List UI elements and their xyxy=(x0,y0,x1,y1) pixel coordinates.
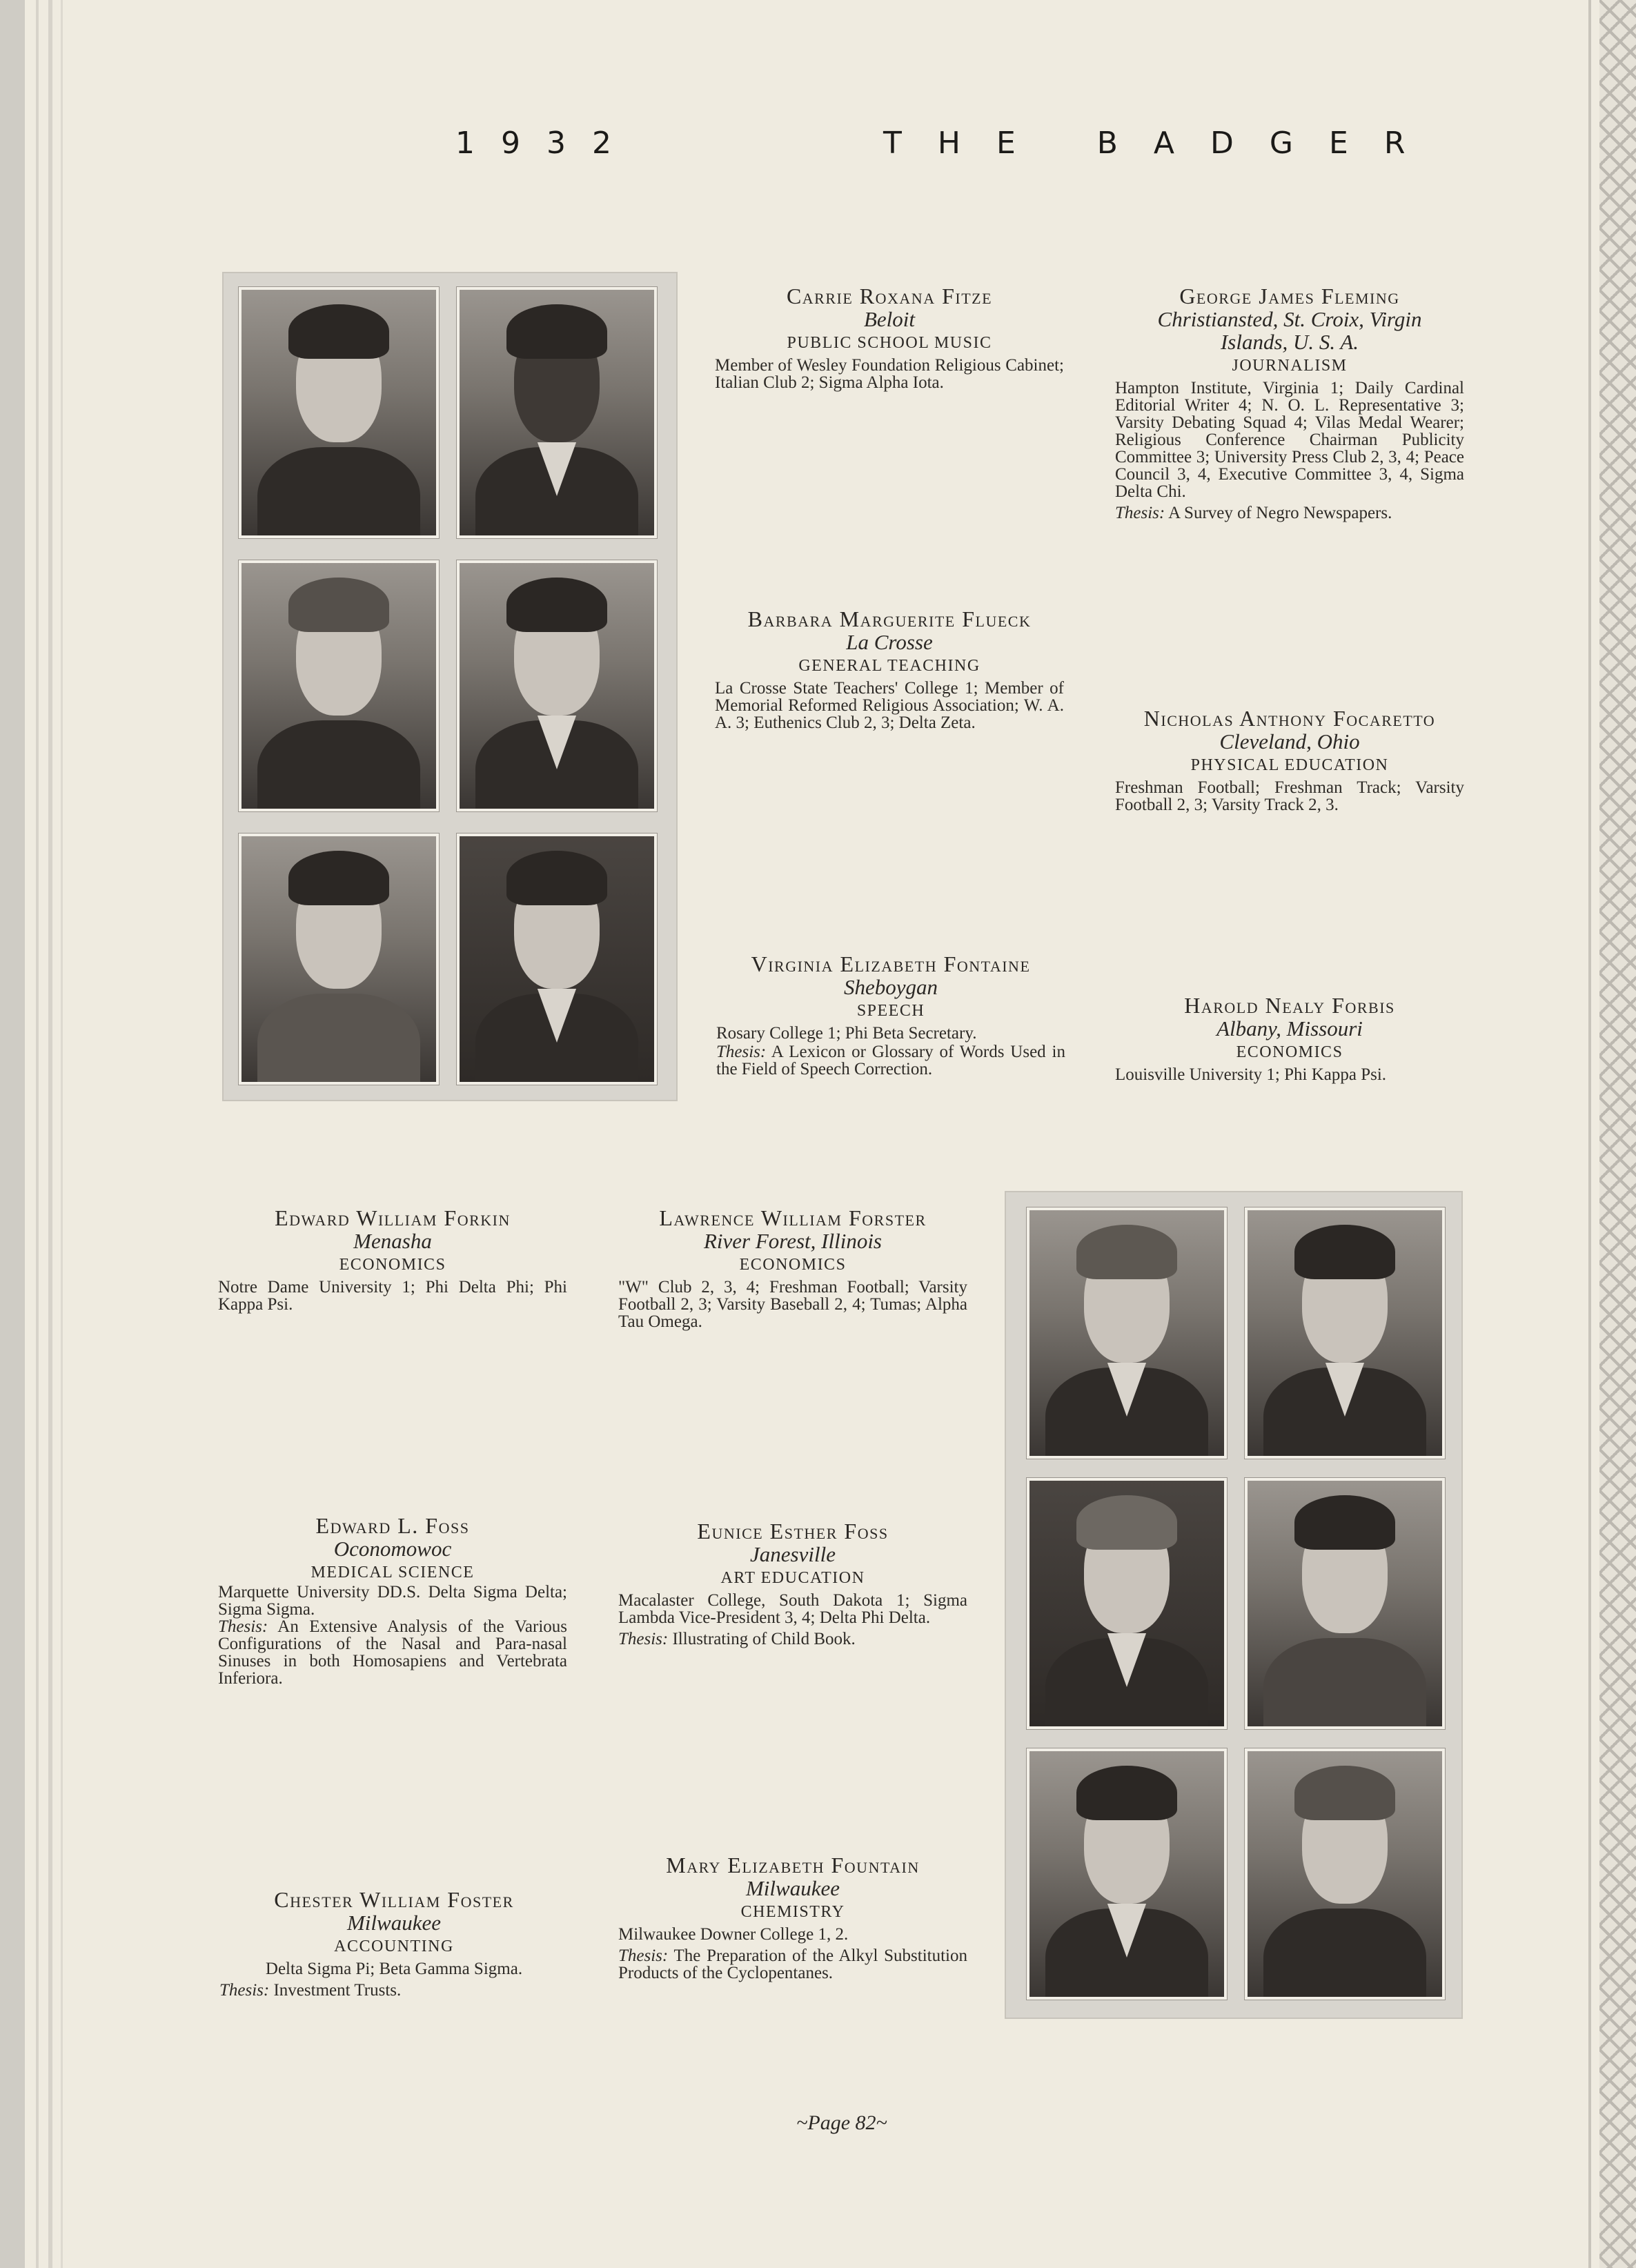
student-name: Chester William Foster xyxy=(274,1887,514,1912)
portrait-photo xyxy=(457,834,657,1085)
thesis-title: A Survey of Negro Newspapers. xyxy=(1168,504,1392,522)
student-major: PUBLIC SCHOOL MUSIC xyxy=(787,334,992,352)
student-entry xyxy=(1115,994,1464,1083)
student-major: ACCOUNTING xyxy=(334,1937,454,1955)
student-entry xyxy=(218,1206,567,1313)
student-thesis xyxy=(1115,504,1464,522)
student-hometown: Beloit xyxy=(863,307,916,331)
student-activities: Macalaster College, South Dakota 1; Sigma Lambda Vice-President 3, 4; Delta Phi Delta. xyxy=(618,1591,967,1627)
portrait-photo xyxy=(457,560,657,811)
portrait-photo xyxy=(1245,1478,1445,1729)
border-rule xyxy=(48,0,52,2268)
student-hometown: Sheboygan xyxy=(843,975,938,999)
portrait-photo xyxy=(239,560,439,811)
student-hometown: Christiansted, St. Croix, Virgin Islands, U. S. A. xyxy=(1157,307,1422,354)
student-major: ECONOMICS xyxy=(1236,1043,1343,1061)
student-hometown: River Forest, Illinois xyxy=(703,1229,882,1253)
thesis-title: An Extensive Analysis of the Various Configurations of the Nasal and Para-nasal Sinuses in both Homosapiens and Vertebrata Inferiora. xyxy=(218,1617,567,1688)
thesis-label: Thesis: xyxy=(716,1043,767,1061)
student-major: GENERAL TEACHING xyxy=(798,657,980,675)
thesis-label: Thesis: xyxy=(1115,504,1165,522)
student-activities: "W" Club 2, 3, 4; Freshman Football; Varsity Football 2, 3; Varsity Baseball 2, 4; Tumas; Alpha Tau Omega. xyxy=(618,1278,967,1331)
student-entry xyxy=(1115,284,1464,522)
thesis-label: Thesis: xyxy=(618,1946,669,1965)
student-entry xyxy=(618,1206,967,1330)
student-major: CHEMISTRY xyxy=(740,1903,845,1921)
student-activities: Delta Sigma Pi; Beta Gamma Sigma. xyxy=(265,1960,523,1978)
photo-panel-top xyxy=(222,272,678,1101)
student-entry xyxy=(218,1514,567,1687)
student-entry xyxy=(716,952,1065,1078)
student-activities: Rosary College 1; Phi Beta Secretary. xyxy=(716,1024,977,1043)
student-activities: Marquette University DD.S. Delta Sigma Delta; Sigma Sigma. xyxy=(218,1583,567,1619)
student-major: SPEECH xyxy=(856,1002,925,1020)
student-activities: Freshman Football; Freshman Track; Varsity Football 2, 3; Varsity Track 2, 3. xyxy=(1115,778,1464,814)
student-hometown: Albany, Missouri xyxy=(1216,1016,1363,1041)
thesis-title: Investment Trusts. xyxy=(273,1981,402,2000)
student-activities: Hampton Institute, Virginia 1; Daily Cardinal Editorial Writer 4; N. O. L. Representative 3; Varsity Debating Squad 4; Vilas Medal Wearer; Religious Conference Chairman Publicity Committee 3; University Press Club 2, 3, 4; Peace Council 3, 4, Executive Committee 3, 4, Sigma Delta Chi. xyxy=(1115,379,1464,501)
portrait-photo xyxy=(457,287,657,538)
student-name: Virginia Elizabeth Fontaine xyxy=(751,951,1031,976)
student-thesis xyxy=(618,1630,967,1648)
border-rule xyxy=(1588,0,1591,2268)
thesis-label: Thesis: xyxy=(219,1981,270,2000)
student-name: Eunice Esther Foss xyxy=(697,1519,889,1544)
student-hometown: Janesville xyxy=(750,1542,836,1566)
portrait-photo xyxy=(1027,1207,1227,1459)
portrait-photo xyxy=(239,287,439,538)
student-activities: Louisville University 1; Phi Kappa Psi. xyxy=(1115,1065,1387,1084)
thesis-title: A Lexicon or Glossary of Words Used in the Field of Speech Correction. xyxy=(716,1043,1065,1078)
student-entry xyxy=(618,1519,967,1648)
header-year: 1932 xyxy=(455,126,638,161)
student-name: George James Fleming xyxy=(1179,284,1400,308)
student-entry xyxy=(715,607,1064,731)
portrait-photo xyxy=(1245,1748,1445,2000)
student-name: Nicholas Anthony Focaretto xyxy=(1143,706,1436,731)
thesis-title: The Preparation of the Alkyl Substitution Products of the Cyclopentanes. xyxy=(618,1946,967,1982)
student-major: JOURNALISM xyxy=(1232,357,1348,375)
portrait-photo xyxy=(1027,1748,1227,2000)
student-major: ECONOMICS xyxy=(739,1256,847,1274)
student-name: Carrie Roxana Fitze xyxy=(786,284,993,308)
student-thesis xyxy=(618,1947,967,1982)
student-name: Mary Elizabeth Fountain xyxy=(666,1853,920,1877)
thesis-label: Thesis: xyxy=(218,1617,268,1636)
student-major: MEDICAL SCIENCE xyxy=(311,1564,475,1581)
border-rule xyxy=(61,0,63,2268)
student-activities: Member of Wesley Foundation Religious Cabinet; Italian Club 2; Sigma Alpha Iota. xyxy=(715,356,1064,392)
student-major: ART EDUCATION xyxy=(720,1569,865,1587)
student-activities: Milwaukee Downer College 1, 2. xyxy=(618,1925,849,1944)
thesis-label: Thesis: xyxy=(618,1630,669,1648)
student-hometown: Menasha xyxy=(353,1229,432,1253)
portrait-photo xyxy=(1027,1478,1227,1729)
decorative-border xyxy=(1599,0,1636,2268)
student-hometown: Milwaukee xyxy=(346,1911,441,1935)
student-hometown: Cleveland, Ohio xyxy=(1219,729,1360,753)
binding-strip xyxy=(0,0,25,2268)
student-name: Harold Nealy Forbis xyxy=(1184,993,1395,1018)
student-entry xyxy=(618,1853,967,1982)
student-name: Edward L. Foss xyxy=(315,1513,470,1538)
page-number: ~Page 82~ xyxy=(796,2111,887,2134)
portrait-photo xyxy=(1245,1207,1445,1459)
student-thesis xyxy=(716,1043,1065,1078)
student-major: PHYSICAL EDUCATION xyxy=(1190,756,1389,774)
student-thesis xyxy=(218,1618,567,1687)
student-entry xyxy=(219,1888,569,1999)
student-entry xyxy=(715,284,1064,391)
student-hometown: Oconomowoc xyxy=(333,1537,452,1561)
header-title: THE BADGER xyxy=(883,126,1441,161)
border-rule xyxy=(36,0,39,2268)
student-name: Barbara Marguerite Flueck xyxy=(747,607,1032,631)
student-major: ECONOMICS xyxy=(339,1256,446,1274)
photo-panel-bottom xyxy=(1005,1191,1463,2019)
student-name: Lawrence William Forster xyxy=(659,1205,927,1230)
student-hometown: La Crosse xyxy=(846,630,933,654)
student-thesis xyxy=(219,1982,569,1999)
student-entry xyxy=(1115,707,1464,813)
student-name: Edward William Forkin xyxy=(275,1205,511,1230)
thesis-title: Illustrating of Child Book. xyxy=(672,1630,856,1648)
student-activities: La Crosse State Teachers' College 1; Member of Memorial Reformed Religious Association; W. A. A. 3; Euthenics Club 2, 3; Delta Zeta. xyxy=(715,679,1064,732)
portrait-photo xyxy=(239,834,439,1085)
student-hometown: Milwaukee xyxy=(745,1876,840,1900)
student-activities: Notre Dame University 1; Phi Delta Phi; Phi Kappa Psi. xyxy=(218,1278,567,1314)
